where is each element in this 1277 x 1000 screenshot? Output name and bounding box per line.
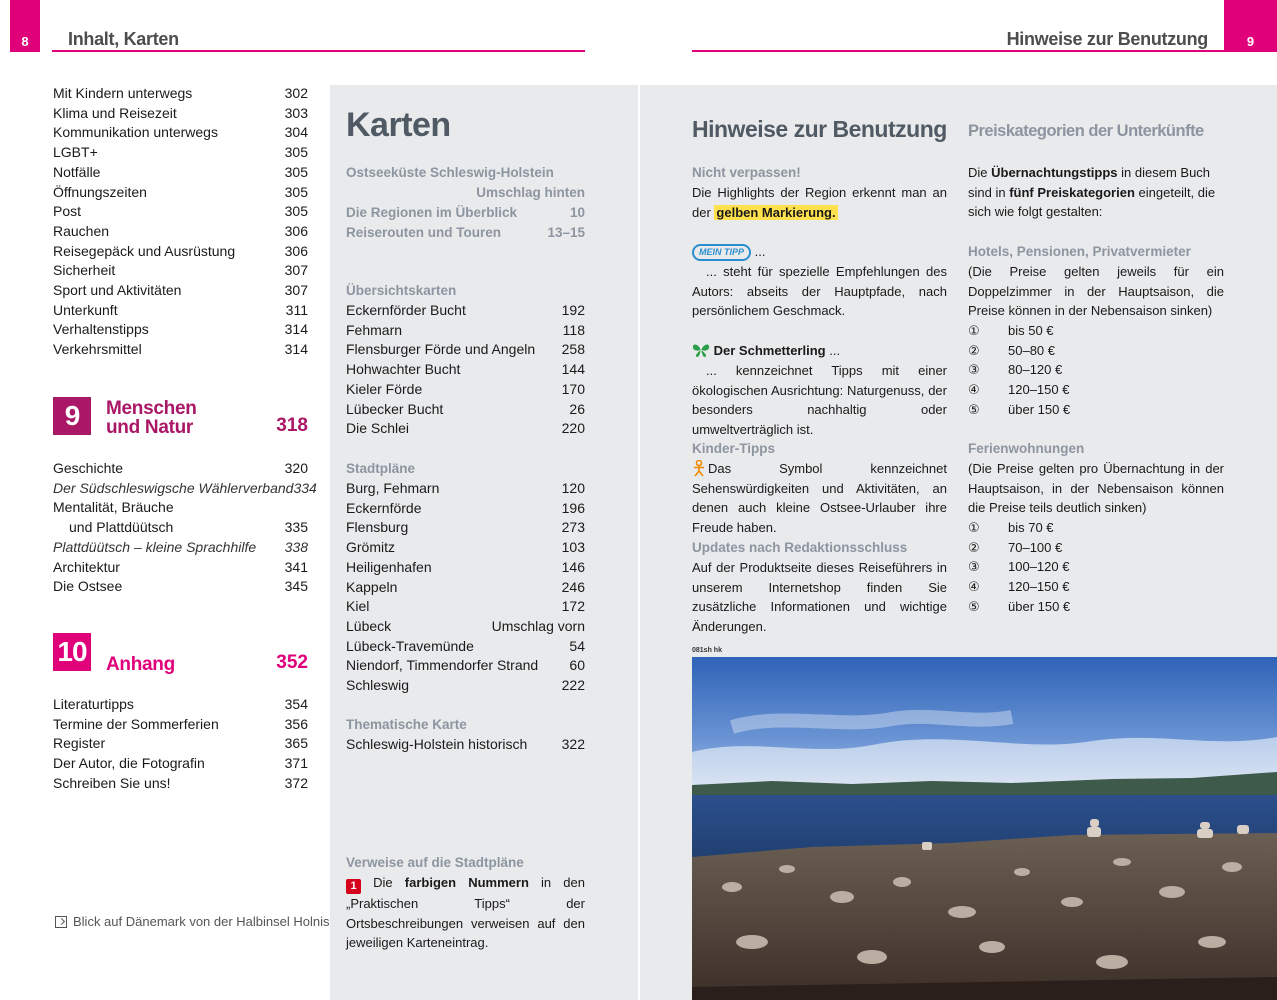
map-entry-page: 196 <box>561 499 585 516</box>
map-entry-label: Grömitz <box>346 539 395 556</box>
toc-entry-page: 307 <box>284 282 308 298</box>
map-entry-label: Kappeln <box>346 578 398 595</box>
map-entry-label: Eckernförder Bucht <box>346 302 466 318</box>
toc-entry[interactable] <box>53 479 317 499</box>
ferien-text: (Die Preise gelten pro Übernachtung in der Hauptsaison, in der Nebensaison können die Preise teils deutlich sinken) <box>968 461 1224 516</box>
toc-entry-label: Literaturtipps <box>53 696 134 712</box>
map-entry[interactable] <box>346 203 585 223</box>
toc-entry-page: 307 <box>284 262 308 279</box>
price-row <box>968 557 1069 577</box>
map-entry-page: 170 <box>561 380 585 397</box>
ferien-heading: Ferienwohnungen <box>968 441 1085 456</box>
map-entry[interactable] <box>346 380 585 400</box>
map-entry-label: Fehmarn <box>346 321 403 338</box>
mein-tipp-text: ... steht für spezielle Empfehlungen des Autors: abseits der Hauptpfade, nach persönlichem Geschmack. <box>692 264 947 319</box>
hotels-heading: Hotels, Pensionen, Privatvermieter <box>968 244 1191 259</box>
map-entry-label: Lübecker Bucht <box>346 400 444 417</box>
toc-entry-label: Verhaltenstipps <box>53 321 149 338</box>
toc-entry[interactable] <box>53 123 308 143</box>
toc-entry-label: Schreiben Sie uns! <box>53 774 171 791</box>
toc-entry[interactable] <box>53 143 308 163</box>
toc-entry[interactable] <box>53 498 308 518</box>
map-entry-page: 220 <box>561 420 585 437</box>
price-category-number: ① <box>968 520 980 535</box>
toc-entry-label: Sport und Aktivitäten <box>53 282 182 298</box>
toc-entry[interactable] <box>53 163 308 183</box>
map-entry-label: Die Regionen im Überblick <box>346 205 518 220</box>
page-number-right: 9 <box>1224 0 1277 52</box>
map-entry-label: Eckernförde <box>346 499 422 516</box>
price-range: 120–150 € <box>1008 382 1070 398</box>
price-category-number: ④ <box>968 579 980 595</box>
toc-entry[interactable] <box>53 754 308 774</box>
map-entry-label: Die Schlei <box>346 420 410 437</box>
price-row <box>968 380 1069 400</box>
toc-entry[interactable] <box>53 281 308 301</box>
map-entry[interactable] <box>346 656 585 676</box>
running-header-right: Hinweise zur Benutzung <box>1006 29 1208 49</box>
price-category-number: ① <box>968 323 980 338</box>
map-references-text: 1 Die farbigen Nummern in den „Praktischen Tipps“ der Ortsbeschreibungen verweisen auf den jeweiligen Karteneintrag. <box>346 875 585 951</box>
coast-photo-illustration <box>692 657 1277 1000</box>
toc-entry-label: Verkehrsmittel <box>53 341 142 358</box>
map-entry-page: 10 <box>569 205 585 220</box>
toc-entry[interactable] <box>53 84 308 104</box>
toc-entry[interactable] <box>53 104 308 124</box>
header-rule-right <box>692 50 1227 52</box>
header-rule-left <box>52 50 585 52</box>
overview-maps-heading: Übersichtskarten <box>346 283 457 298</box>
toc-entry-page: 365 <box>284 735 308 752</box>
price-row <box>968 400 1070 420</box>
map-entry[interactable] <box>346 578 585 598</box>
toc-entry-label: und Plattdüütsch <box>69 519 174 536</box>
page-number-left: 8 <box>10 0 40 52</box>
toc-entry[interactable] <box>53 183 308 203</box>
map-entry[interactable] <box>346 301 585 321</box>
toc-entry-page: 311 <box>285 301 308 318</box>
map-entry[interactable] <box>346 597 585 617</box>
coast-photo <box>692 657 1277 1000</box>
map-entry[interactable] <box>346 676 585 696</box>
map-entry-page: 13–15 <box>547 224 585 240</box>
price-range: über 150 € <box>1008 598 1071 614</box>
price-row <box>968 577 1069 597</box>
map-entry[interactable] <box>346 558 585 578</box>
toc-entry[interactable] <box>53 577 308 597</box>
thematic-map-heading: Thematische Karte <box>346 717 467 732</box>
karten-intro-heading-page: Umschlag hinten <box>476 185 585 200</box>
toc-entry[interactable] <box>53 774 308 794</box>
mein-tipp-label: MEIN TIPP ... <box>692 242 947 262</box>
hinweise-title: Hinweise zur Benutzung <box>692 116 947 142</box>
price-range: bis 70 € <box>1008 520 1054 535</box>
map-entry-label: Niendorf, Timmendorfer Strand <box>346 657 539 674</box>
toc-entry-page: 372 <box>284 774 308 791</box>
kinder-tipps-text: Das Symbol kennzeichnet Sehenswürdigkeiten und Aktivitäten, an denen auch kleine Ostsee-Urlauber ihre Freude haben. <box>692 461 947 536</box>
toc-entry[interactable] <box>53 222 308 242</box>
map-entry-label: Schleswig <box>346 677 410 693</box>
toc-entry-page: 314 <box>284 321 308 338</box>
toc-entry-label: Klima und Reisezeit <box>53 104 177 121</box>
toc-entry-label: Unterkunft <box>53 301 118 318</box>
map-entry-page: 192 <box>561 302 585 318</box>
map-entry[interactable] <box>346 538 585 558</box>
chapter-10-badge: 10 <box>53 633 91 671</box>
toc-entry-label: LGBT+ <box>53 144 98 161</box>
photo-caption: Blick auf Dänemark von der Halbinsel Holnis <box>55 914 330 929</box>
map-entry[interactable] <box>346 518 585 538</box>
butterfly-icon <box>692 342 710 358</box>
toc-entry-page: 305 <box>284 144 308 161</box>
city-maps-heading: Stadtpläne <box>346 461 416 476</box>
preise-intro: Die Übernachtungstipps in diesem Buch sind in fünf Preiskategorien eingeteilt, die sich wie folgt gestalten: <box>968 165 1216 220</box>
nicht-verpassen-heading: Nicht verpassen! <box>692 165 801 180</box>
nicht-verpassen-text: Die Highlights der Region erkennt man an der gelben Markierung. <box>692 185 947 220</box>
toc-entry-page: 303 <box>284 104 308 121</box>
hotels-text: (Die Preise gelten jeweils für ein Doppelzimmer in der Hauptsaison, die Preise können in der Nebensaison sinken) <box>968 264 1224 319</box>
map-entry[interactable] <box>346 637 585 657</box>
toc-entry-page: 356 <box>284 715 308 732</box>
toc-entry-label: Sicherheit <box>53 262 116 279</box>
toc-entry-label: Mentalität, Bräuche <box>53 499 174 516</box>
updates-heading: Updates nach Redaktionsschluss <box>692 540 908 555</box>
map-entry-label: Flensburg <box>346 519 409 536</box>
toc-entry-page: 320 <box>284 460 308 476</box>
toc-entry-label: Mit Kindern unterwegs <box>53 85 193 101</box>
schmetterling-label: Der Schmetterling ... <box>692 341 947 361</box>
toc-entry-page: 306 <box>284 242 308 259</box>
map-entry-label: Lübeck <box>346 617 392 634</box>
toc-entry-label: Der Südschleswigsche Wählerverband <box>53 479 294 496</box>
toc-entry[interactable] <box>53 340 308 360</box>
photo-credit: 081sh hk <box>692 647 722 654</box>
price-category-number: ③ <box>968 559 980 575</box>
map-entry[interactable] <box>346 499 585 519</box>
map-entry-page: 322 <box>561 736 585 752</box>
map-entry-page: 246 <box>561 578 585 595</box>
toc-entry-page: 302 <box>284 85 308 101</box>
map-entry[interactable] <box>346 479 585 499</box>
price-category-number: ④ <box>968 382 980 398</box>
price-row <box>968 321 1054 341</box>
price-category-number: ② <box>968 342 980 358</box>
schmetterling-text: ... kennzeichnet Tipps mit einer ökologischen Ausrichtung: Naturgenuss, der besonders nachhaltig oder umweltverträglich ist. <box>692 363 947 438</box>
toc-entry-page: 341 <box>284 558 308 575</box>
map-entry-page: 26 <box>569 400 585 417</box>
toc-entry-label: Notfälle <box>53 163 101 180</box>
toc-entry[interactable] <box>53 715 308 735</box>
map-entry-label: Schleswig-Holstein historisch <box>346 736 528 752</box>
map-entry-page: 222 <box>561 677 585 693</box>
map-entry-page: 60 <box>569 657 585 674</box>
karten-intro-heading: Ostseeküste Schleswig-Holstein <box>346 165 554 180</box>
toc-entry-page: 304 <box>284 124 308 141</box>
map-entry[interactable] <box>346 419 585 439</box>
price-category-number: ② <box>968 539 980 555</box>
karten-title: Karten <box>346 106 451 144</box>
map-entry-page: 54 <box>569 637 585 654</box>
toc-entry[interactable] <box>53 202 308 222</box>
map-entry-label: Burg, Fehmarn <box>346 480 440 496</box>
price-category-number: ⑤ <box>968 401 980 417</box>
toc-entry[interactable] <box>53 242 308 262</box>
yellow-highlight-sample: gelben Markierung. <box>716 204 836 220</box>
map-entry-page: 103 <box>561 539 585 556</box>
map-references-heading: Verweise auf die Stadtpläne <box>346 855 524 870</box>
updates-text: Auf der Produktseite dieses Reiseführers in unserem Internetshop finden Sie zusätzliche Informationen und wichtige Änderungen. <box>692 560 947 635</box>
map-entry[interactable] <box>346 735 585 755</box>
running-header-left: Inhalt, Karten <box>68 29 179 49</box>
toc-entry-page: 338 <box>284 538 308 555</box>
map-entry[interactable] <box>346 321 585 341</box>
toc-entry-label: Post <box>53 203 82 220</box>
map-entry[interactable] <box>346 360 585 380</box>
price-range: 80–120 € <box>1008 362 1063 378</box>
map-entry-label: Hohwachter Bucht <box>346 361 461 378</box>
map-entry-label: Kiel <box>346 598 370 615</box>
price-range: 120–150 € <box>1008 579 1070 595</box>
toc-entry-page: 305 <box>284 163 308 180</box>
map-entry[interactable] <box>346 617 585 637</box>
map-entry-page: 258 <box>561 341 585 358</box>
map-entry-page: Umschlag vorn <box>491 617 585 634</box>
child-icon <box>692 460 706 477</box>
toc-entry-label: Register <box>53 735 106 752</box>
toc-entry[interactable] <box>53 558 308 578</box>
price-range: 70–100 € <box>1008 539 1063 555</box>
price-row <box>968 360 1062 380</box>
toc-entry[interactable] <box>53 518 308 538</box>
toc-entry-page: 371 <box>284 755 308 772</box>
chapter-9-title[interactable]: Menschen und Natur <box>106 398 197 438</box>
toc-entry-page: 305 <box>284 203 308 220</box>
price-range: bis 50 € <box>1008 323 1054 338</box>
toc-entry-label: Rauchen <box>53 222 110 239</box>
toc-entry-page: 306 <box>284 222 308 239</box>
price-range: über 150 € <box>1008 401 1071 417</box>
map-entry-label: Flensburger Förde und Angeln <box>346 341 536 358</box>
price-row <box>968 518 1054 538</box>
map-entry-label: Reiserouten und Touren <box>346 224 502 240</box>
kinder-tipps-heading: Kinder-Tipps <box>692 441 776 456</box>
map-entry-label: Heiligenhafen <box>346 558 432 575</box>
price-range: 100–120 € <box>1008 559 1070 575</box>
toc-entry[interactable] <box>53 695 308 715</box>
toc-entry-label: Die Ostsee <box>53 578 123 595</box>
toc-entry-label: Architektur <box>53 558 120 575</box>
map-entry-label: Kieler Förde <box>346 380 423 397</box>
toc-entry[interactable] <box>53 320 308 340</box>
toc-entry-label: Termine der Sommerferien <box>53 715 219 732</box>
toc-entry-page: 345 <box>284 578 308 595</box>
toc-entry-label: Reisegepäck und Ausrüstung <box>53 242 236 259</box>
map-entry-page: 120 <box>561 480 585 496</box>
price-category-number: ③ <box>968 362 980 378</box>
toc-entry-label: Öffnungszeiten <box>53 183 147 200</box>
toc-entry[interactable] <box>53 734 308 754</box>
chapter-10-page: 352 <box>276 652 308 673</box>
arrow-box-icon <box>55 916 67 928</box>
map-entry-page: 146 <box>561 558 585 575</box>
toc-entry[interactable] <box>53 459 308 479</box>
toc-entry-label: Der Autor, die Fotografin <box>53 755 205 772</box>
toc-entry-label: Plattdüütsch – kleine Sprachhilfe <box>53 538 257 555</box>
map-entry[interactable] <box>346 400 585 420</box>
map-entry-label: Lübeck-Travemünde <box>346 637 474 654</box>
toc-entry-page: 314 <box>284 341 308 358</box>
map-entry[interactable] <box>346 340 585 360</box>
toc-entry-page: 335 <box>284 519 308 536</box>
toc-entry-page: 354 <box>284 696 308 712</box>
map-entry-page: 172 <box>561 598 585 615</box>
toc-entry[interactable] <box>53 261 308 281</box>
price-row <box>968 597 1070 617</box>
toc-entry-label: Kommunikation unterwegs <box>53 124 218 141</box>
toc-entry[interactable] <box>53 301 308 321</box>
toc-entry-page: 334 <box>293 479 317 496</box>
chapter-9-page: 318 <box>276 415 308 436</box>
mein-tipp-icon: MEIN TIPP <box>692 244 751 261</box>
preise-title: Preiskategorien der Unterkünfte <box>968 122 1204 140</box>
map-entry-page: 144 <box>561 361 585 378</box>
map-entry-page: 273 <box>561 519 585 536</box>
map-entry[interactable] <box>346 223 585 243</box>
price-range: 50–80 € <box>1008 342 1055 358</box>
toc-entry-label: Geschichte <box>53 460 124 476</box>
map-entry-page: 118 <box>562 321 585 338</box>
red-number-badge: 1 <box>346 879 361 894</box>
price-row <box>968 341 1055 361</box>
price-row <box>968 538 1062 558</box>
chapter-9-badge: 9 <box>53 397 91 435</box>
toc-entry-page: 305 <box>284 183 308 200</box>
chapter-10-title[interactable]: Anhang <box>106 654 175 675</box>
toc-entry[interactable] <box>53 538 308 558</box>
price-category-number: ⑤ <box>968 598 980 614</box>
